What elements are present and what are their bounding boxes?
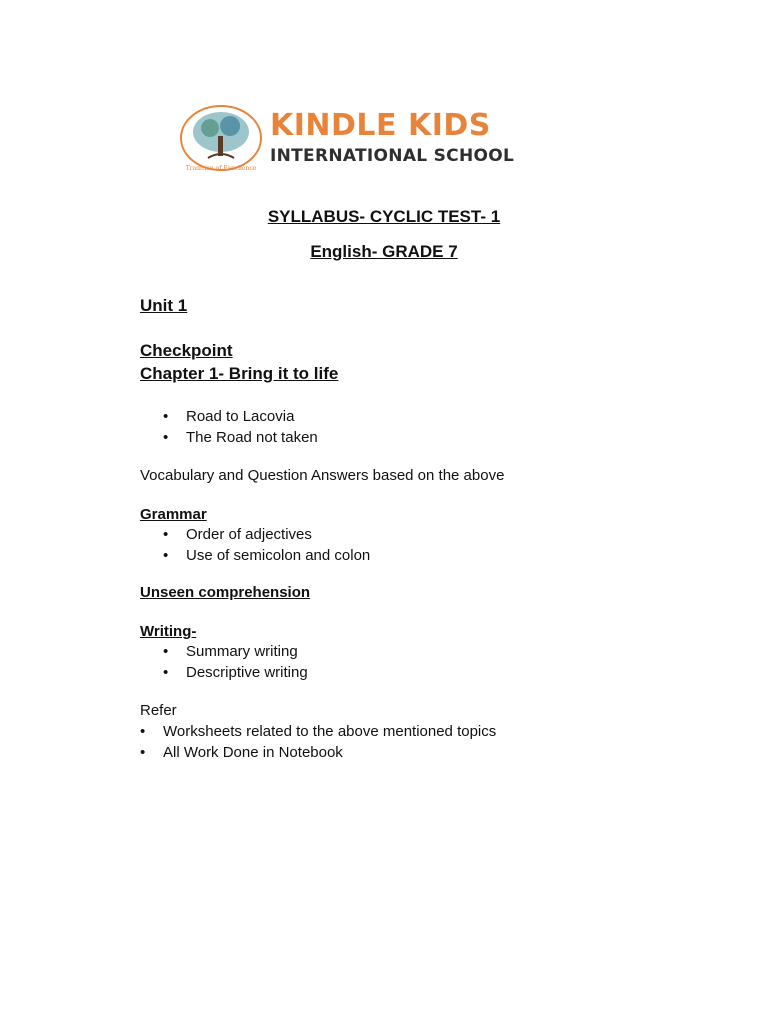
chapter-heading: Chapter 1- Bring it to life — [140, 364, 339, 383]
writing-list — [186, 642, 308, 683]
writing-heading: Writing- — [140, 623, 197, 640]
list-item: • Summary writing — [186, 642, 308, 663]
unit-heading: Unit 1 — [140, 296, 188, 315]
vocab-note: Vocabulary and Question Answers based on the above — [140, 467, 505, 484]
school-logo — [170, 88, 562, 190]
list-item: • The Road not taken — [186, 428, 318, 449]
logo-school-name: KINDLE KIDS — [270, 108, 491, 143]
page-title: SYLLABUS- CYCLIC TEST- 1 — [267, 207, 501, 226]
refer-list — [163, 722, 496, 763]
page-subtitle: English- GRADE 7 — [310, 242, 458, 261]
list-item: • Use of semicolon and colon — [186, 546, 370, 567]
tree-emblem-icon — [178, 102, 264, 174]
logo-tagline: Tradition of Excellence — [185, 165, 257, 172]
comprehension-heading: Unseen comprehension — [140, 584, 311, 601]
list-item: • Road to Lacovia — [186, 407, 318, 428]
checkpoint-heading: Checkpoint — [140, 341, 233, 360]
list-item: • Worksheets related to the above mentioned topics — [163, 722, 496, 743]
list-item: • All Work Done in Notebook — [163, 743, 496, 764]
grammar-heading: Grammar — [140, 506, 207, 523]
refer-heading: Refer — [140, 702, 177, 719]
grammar-list — [186, 525, 370, 566]
chapter-list — [186, 407, 318, 448]
logo-school-subname: INTERNATIONAL SCHOOL — [270, 146, 515, 166]
list-item: • Order of adjectives — [186, 525, 370, 546]
list-item: • Descriptive writing — [186, 663, 308, 684]
